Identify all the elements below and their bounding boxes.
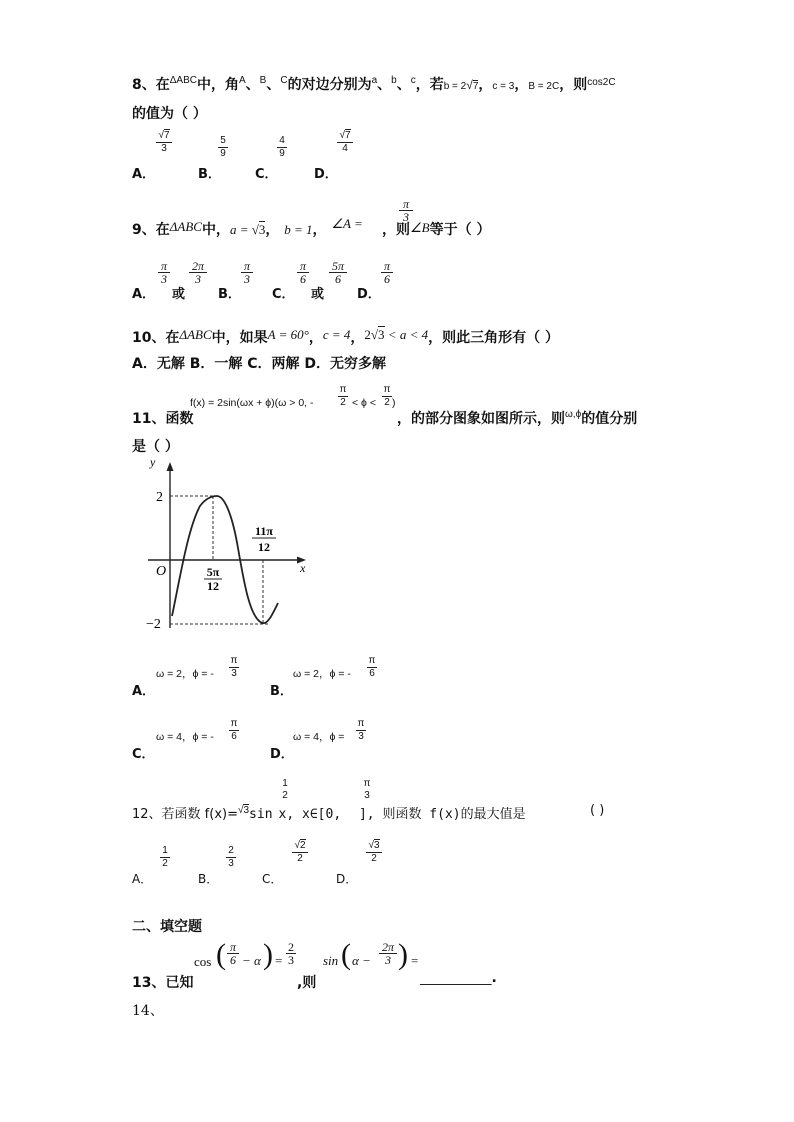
q13-sin: sin (323, 953, 339, 968)
q13-minus-alpha: − α (242, 953, 261, 968)
q13-alpha-minus: α − (352, 953, 371, 968)
q12-option-d-label: D． (336, 872, 358, 886)
y-min-label: −2 (146, 617, 161, 632)
q13-value-frac: $\frac{2}{3}$ (288, 940, 294, 967)
q11-sine-graph (140, 458, 320, 638)
y-max-label: 2 (156, 490, 163, 505)
q11-option-d-frac: $\frac{\pi}{3}$ (357, 718, 365, 742)
q12-option-c-value: $\frac{√2}{2}$ (292, 840, 308, 865)
q13-paren-close-2: ) (398, 938, 408, 971)
q11-line2: 是（ ） (132, 439, 179, 455)
q9-option-d-label: D． (357, 287, 381, 302)
q12-half-frac: 1 2 (282, 778, 288, 801)
q12-line1: 12、若函数 f(x)=$^{√3}$sin x, x∈[0, ], 则函数 f(x)的最大值是 (132, 805, 526, 822)
q11-option-b-frac: $\frac{\pi}{6}$ (368, 655, 376, 679)
q13-frac-pi-6: $\frac{\pi}{6}$ (227, 941, 239, 966)
q9-option-c-or: 或 (311, 287, 325, 302)
q9-option-c-label: C． (272, 287, 295, 302)
x2-label-den: 12 (258, 540, 270, 554)
q8-option-c-label: C． (255, 167, 278, 182)
q8-option-b-value: $\frac{5}{9}$ (218, 135, 228, 160)
section-heading-fill-in: 二、填空题 (132, 919, 202, 935)
q9-option-a-frac1: $\frac{\pi}{3}$ (158, 260, 170, 285)
q9-option-a-label: A． (132, 287, 156, 302)
q11-option-c-text: ω = 4，ϕ = - (156, 731, 214, 743)
q8-option-c-value: $\frac{4}{9}$ (277, 135, 287, 160)
q11-line1-prefix: 11、函数 (132, 411, 194, 427)
q11-option-d-text: ω = 4，ϕ = (293, 731, 345, 743)
y-axis-label: y (150, 458, 156, 469)
q8-option-a-value: $\frac{√7}{3}$ (156, 130, 172, 155)
q11-option-d-label: D． (270, 747, 294, 762)
q9-option-b-label: B． (218, 287, 241, 302)
q12-pi-frac: π 3 (363, 778, 371, 801)
q13-eq: = (275, 953, 283, 968)
q9-option-a-frac2: $\frac{2\pi}{3}$ (189, 260, 207, 285)
q13-paren-open-1: ( (216, 938, 226, 971)
q8-option-b-label: B． (198, 167, 221, 182)
q11-option-b-label: B． (270, 684, 293, 699)
q12-option-a-value: $\frac{1}{2}$ (160, 845, 170, 870)
q12-option-b-label: B． (198, 872, 219, 886)
q12-option-d-value: $\frac{√3}{2}$ (366, 840, 382, 865)
x2-label-num: 11π (255, 524, 273, 538)
q13-prefix: 13、已知 (132, 975, 194, 991)
q11-formula-frac2: $\frac{\pi}{2}$ (383, 384, 391, 408)
q13-cos: cos (194, 954, 212, 969)
q10-line1: 10、在ΔABC中，如果A = 60°，c = 4，2√3 < a < 4，则此三角形有（ ） (132, 327, 559, 346)
q13-paren-close-1: ) (263, 938, 273, 971)
q11-line1-suffix: ，的部分图象如图所示，则$^{\omega,\phi}$的值分别 (397, 409, 638, 427)
q8-option-d-label: D． (314, 167, 338, 182)
q13-frac-2pi-3: $\frac{2\pi}{3}$ (379, 941, 397, 966)
x1-label-den: 12 (207, 579, 219, 593)
q13-then: ,则 (297, 975, 317, 991)
q11-option-a-text: ω = 2，ϕ = - (156, 668, 214, 680)
q11-formula-close: ) (392, 397, 396, 409)
q9-angle-a-fraction: $\frac{\pi}{3}$ (399, 198, 413, 223)
question-14: 14、 (132, 1003, 164, 1019)
q12-option-a-label: A． (132, 872, 153, 886)
q8-option-d-value: $\frac{√7}{4}$ (337, 130, 353, 155)
q11-option-a-frac: $\frac{\pi}{3}$ (230, 655, 238, 679)
x1-label-num: 5π (206, 565, 220, 579)
q8-option-a-label: A． (132, 167, 156, 182)
origin-label: O (156, 564, 167, 579)
q11-formula-mid: < ϕ < (352, 397, 376, 409)
q11-formula: f(x) = 2sin(ωx + ϕ)(ω > 0, - (190, 397, 314, 409)
q13-eq2: = (411, 953, 419, 968)
q9-option-d-frac: $\frac{\pi}{6}$ (381, 260, 393, 285)
q12-option-b-value: $\frac{2}{3}$ (226, 845, 236, 870)
q11-option-c-label: C． (132, 747, 155, 762)
q12-option-c-label: C． (262, 872, 283, 886)
q8-line1: 8、在$^{\Delta ABC}$中，角$^A$、$^B$、$^C$的对边分别为$^a$、$^b$、$^c$，若b = 2√7，c = 3，B = 2C，则$^{cos2C}$ (132, 75, 616, 93)
q8-line2: 的值为（ ） (132, 106, 207, 122)
q12-answer-paren: ( ) (590, 803, 605, 818)
q10-options: A．无解 B．一解 C．两解 D．无穷多解 (132, 356, 387, 372)
q13-paren-open-2: ( (341, 938, 351, 971)
q9-option-c-frac2: $\frac{5\pi}{6}$ (329, 260, 347, 285)
q9-option-b-frac: $\frac{\pi}{3}$ (241, 260, 253, 285)
q11-option-b-text: ω = 2，ϕ = - (293, 668, 351, 680)
x-axis-label: x (300, 561, 306, 575)
q13-answer-blank: ___________. (420, 970, 497, 986)
q9-option-a-or: 或 (172, 287, 186, 302)
q11-option-c-frac: $\frac{\pi}{6}$ (230, 718, 238, 742)
q11-formula-frac1: $\frac{\pi}{2}$ (339, 384, 347, 408)
q11-option-a-label: A． (132, 684, 156, 699)
q9-line1: 9、在ΔABC中，a = √3， b = 1， ∠A = ，则∠B等于（ ） (132, 216, 491, 238)
q9-option-c-frac1: $\frac{\pi}{6}$ (297, 260, 309, 285)
axes (148, 462, 306, 628)
